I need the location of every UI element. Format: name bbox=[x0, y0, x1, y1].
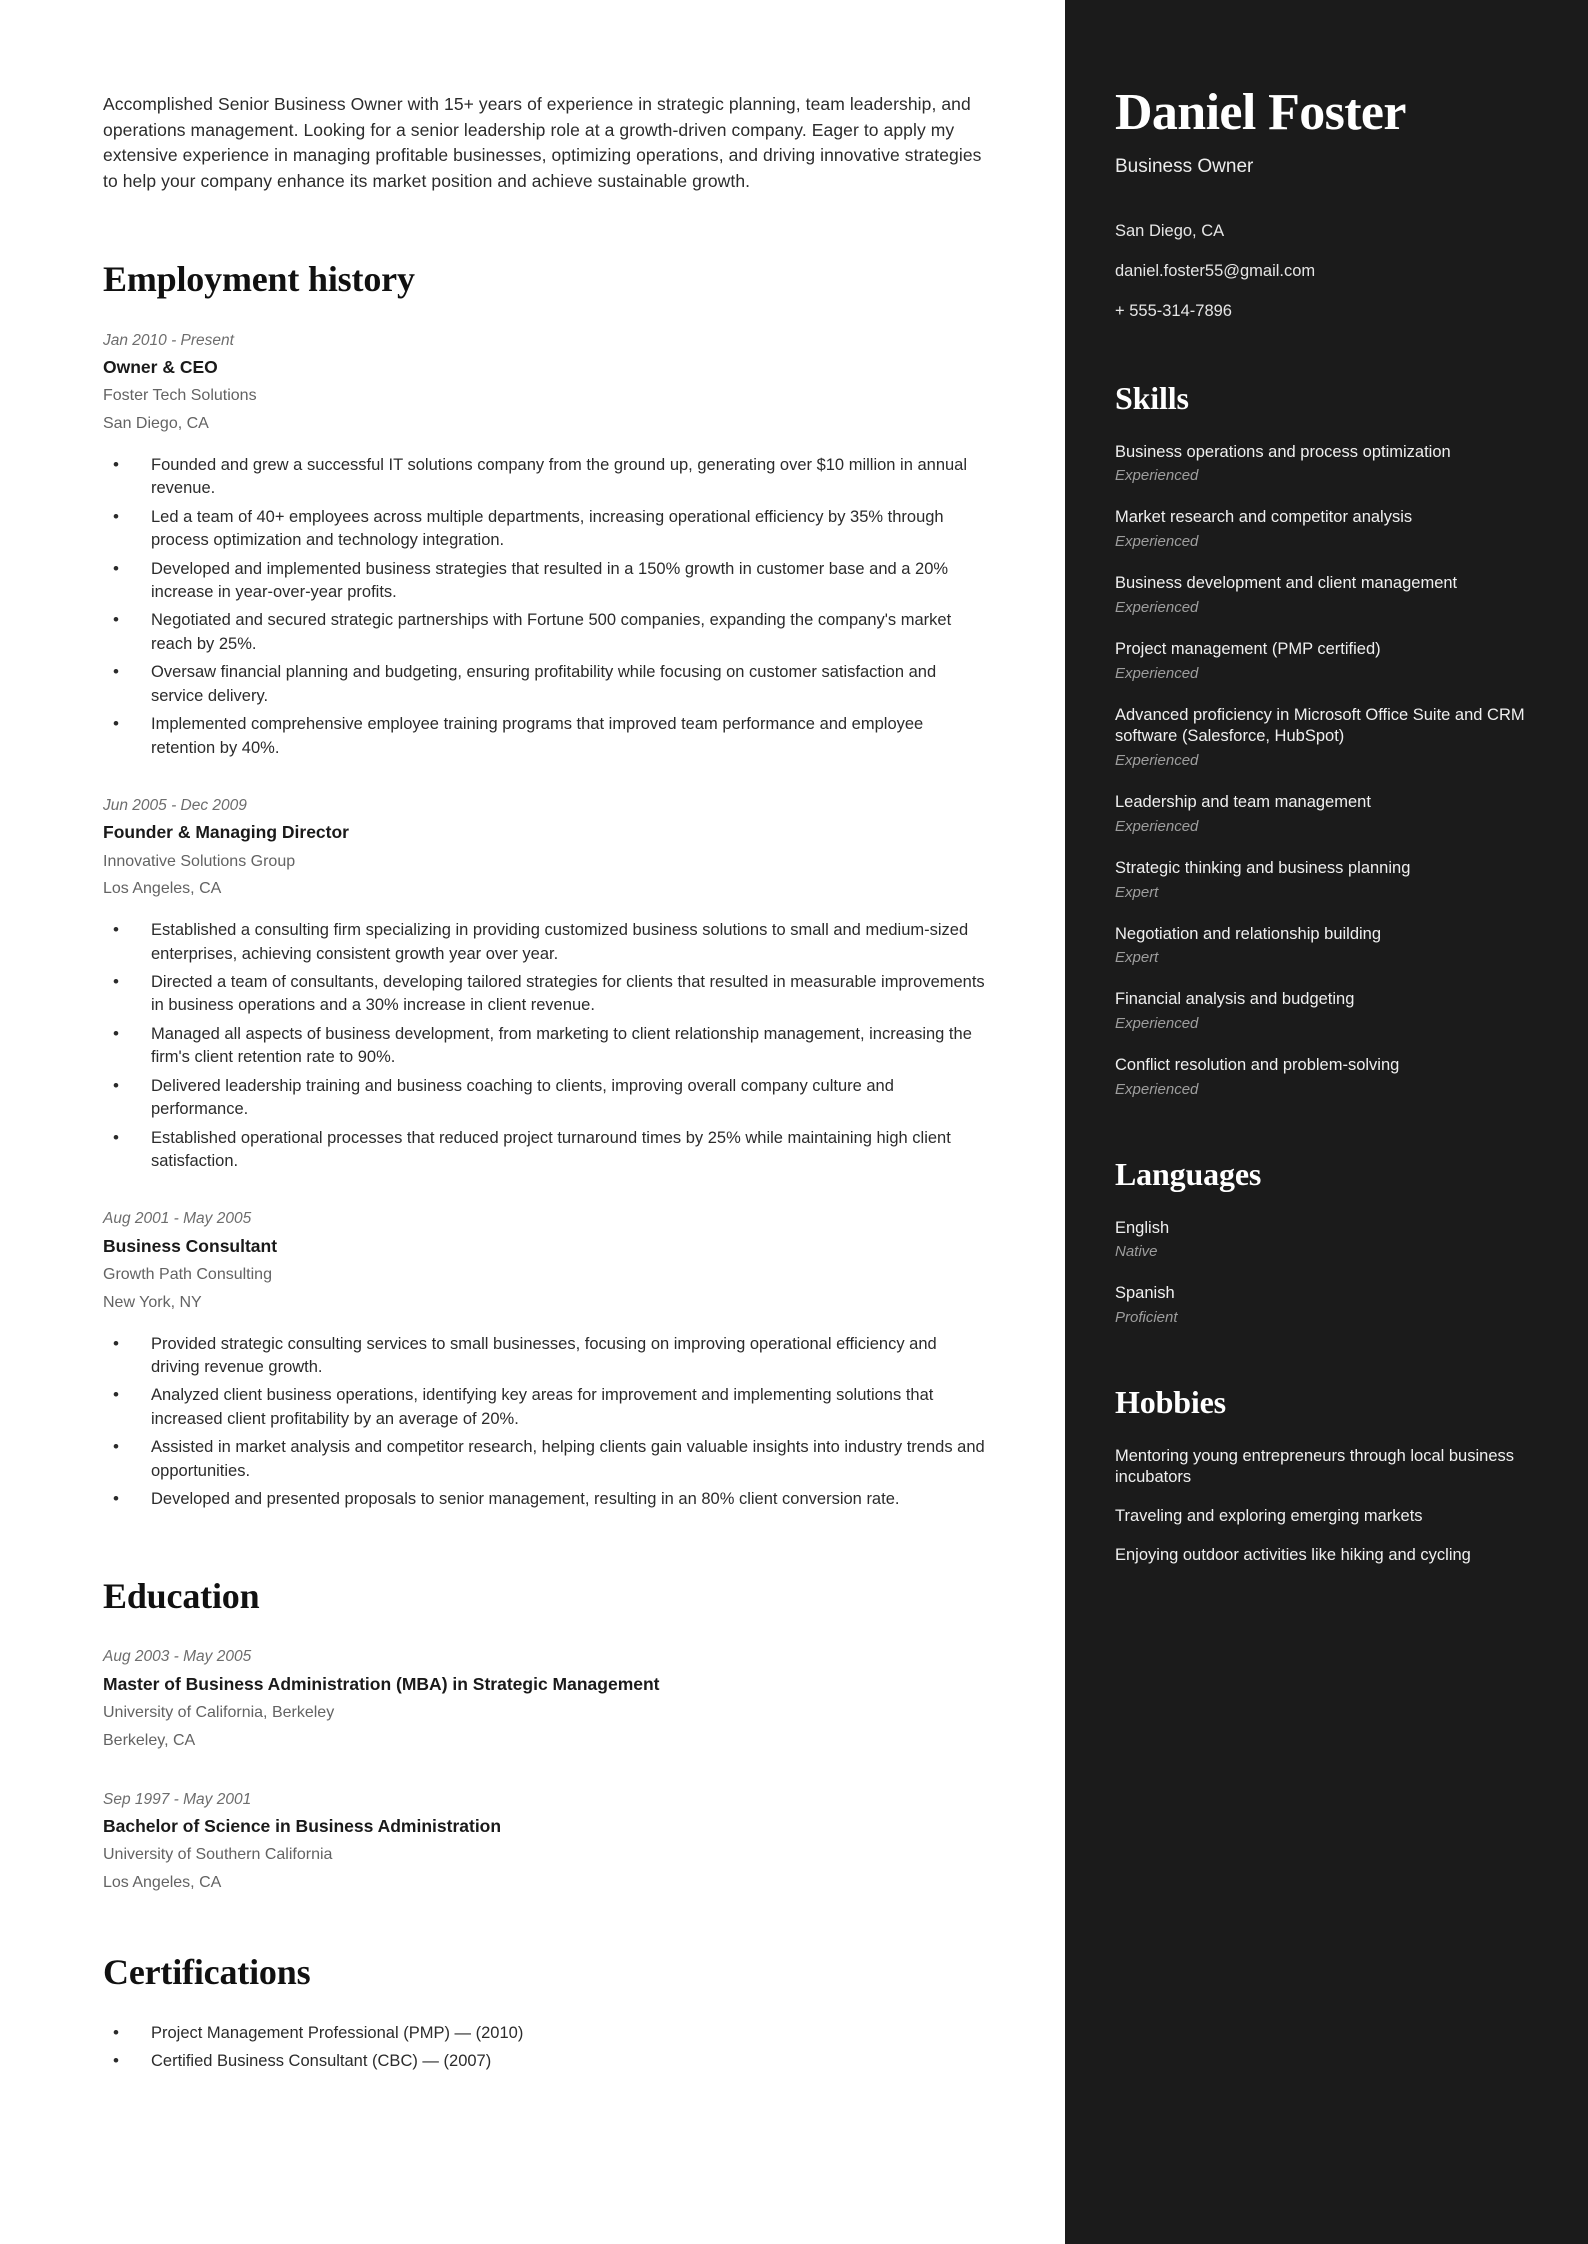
employment-location: San Diego, CA bbox=[103, 415, 209, 433]
skill-name: Leadership and team management bbox=[1115, 793, 1371, 812]
skill-name: Conflict resolution and problem-solving bbox=[1115, 1056, 1400, 1075]
languages-list bbox=[1115, 1218, 1538, 1329]
employment-bullet: • Assisted in market analysis and competitor research, helping clients gain valuable insights into industry trends and opportunities. bbox=[103, 1436, 987, 1483]
education-entry bbox=[103, 1645, 987, 1753]
skill-entry bbox=[1115, 989, 1538, 1034]
employment-entry bbox=[103, 1207, 987, 1511]
skill-level: Expert bbox=[1115, 883, 1159, 901]
employment-entry bbox=[103, 329, 987, 760]
education-title: Education bbox=[103, 1575, 260, 1616]
skill-name: Negotiation and relationship building bbox=[1115, 924, 1382, 943]
skill-name: Business development and client management bbox=[1115, 574, 1458, 593]
hobby-entry: Mentoring young entrepreneurs through local business incubators bbox=[1115, 1446, 1514, 1487]
education-school: University of Southern California bbox=[103, 1846, 333, 1864]
education-location: Berkeley, CA bbox=[103, 1731, 196, 1749]
skill-name: Market research and competitor analysis bbox=[1115, 508, 1413, 527]
education-dates: Aug 2003 - May 2005 bbox=[103, 1648, 252, 1666]
employment-bullet: • Founded and grew a successful IT solutions company from the ground up, generating over $10 million in annual revenue. bbox=[103, 454, 987, 501]
skill-entry bbox=[1115, 705, 1538, 772]
skill-name: Strategic thinking and business planning bbox=[1115, 858, 1411, 877]
skill-name: Business operations and process optimization bbox=[1115, 442, 1451, 461]
education-degree: Bachelor of Science in Business Administration bbox=[103, 1815, 502, 1836]
employment-bullet: • Delivered leadership training and business coaching to clients, improving overall company culture and performance. bbox=[103, 1075, 987, 1122]
skill-entry bbox=[1115, 507, 1538, 552]
hobbies-list bbox=[1115, 1446, 1538, 1567]
employment-organization: Growth Path Consulting bbox=[103, 1266, 272, 1284]
skill-level: Experienced bbox=[1115, 817, 1199, 835]
skill-level: Expert bbox=[1115, 949, 1159, 967]
language-level: Proficient bbox=[1115, 1309, 1178, 1327]
employment-organization: Foster Tech Solutions bbox=[103, 387, 257, 405]
certifications-section bbox=[103, 1951, 987, 2074]
contact-location: San Diego, CA bbox=[1115, 222, 1225, 241]
skill-entry bbox=[1115, 639, 1538, 684]
candidate-job-title: Business Owner bbox=[1115, 155, 1254, 177]
employment-entry bbox=[103, 794, 987, 1173]
certifications-list bbox=[103, 2022, 987, 2074]
skill-level: Experienced bbox=[1115, 598, 1199, 616]
language-level: Native bbox=[1115, 1243, 1158, 1261]
language-name: Spanish bbox=[1115, 1284, 1175, 1303]
candidate-name: Daniel Foster bbox=[1115, 84, 1406, 141]
employment-dates: Aug 2001 - May 2005 bbox=[103, 1210, 252, 1228]
skills-section bbox=[1115, 379, 1538, 1100]
skill-entry bbox=[1115, 573, 1538, 618]
hobby-entry: Enjoying outdoor activities like hiking and cycling bbox=[1115, 1545, 1471, 1564]
skill-entry bbox=[1115, 442, 1538, 487]
education-entry bbox=[103, 1788, 987, 1896]
skill-name: Financial analysis and budgeting bbox=[1115, 990, 1355, 1009]
employment-location: New York, NY bbox=[103, 1293, 202, 1311]
skill-name: Project management (PMP certified) bbox=[1115, 639, 1381, 658]
education-entries bbox=[103, 1645, 987, 1895]
employment-bullet: • Established a consulting firm specializing in providing customized business solutions to small and medium-sized enterprises, achieving consistent growth year over year. bbox=[103, 919, 987, 966]
language-name: English bbox=[1115, 1218, 1170, 1237]
employment-history-title: Employment history bbox=[103, 258, 415, 299]
skill-level: Experienced bbox=[1115, 467, 1199, 485]
employment-bullets bbox=[103, 454, 987, 760]
skill-level: Experienced bbox=[1115, 664, 1199, 682]
employment-bullet: • Negotiated and secured strategic partnerships with Fortune 500 companies, expanding the company's market reach by 25%. bbox=[103, 609, 987, 656]
employment-bullets bbox=[103, 919, 987, 1173]
employment-bullet: • Oversaw financial planning and budgeting, ensuring profitability while focusing on customer satisfaction and service delivery. bbox=[103, 661, 987, 708]
hobby-entry: Traveling and exploring emerging markets bbox=[1115, 1507, 1423, 1526]
employment-bullet: • Developed and implemented business strategies that resulted in a 150% growth in customer base and a 20% increase in year-over-year profits. bbox=[103, 558, 987, 605]
employment-bullet: • Implemented comprehensive employee training programs that improved team performance and employee retention by 40%. bbox=[103, 713, 987, 760]
employment-bullets bbox=[103, 1333, 987, 1512]
employment-dates: Jun 2005 - Dec 2009 bbox=[103, 796, 247, 814]
certifications-title: Certifications bbox=[103, 1951, 311, 1992]
employment-bullet: • Led a team of 40+ employees across multiple departments, increasing operational efficiency by 35% through process optimization and technology integration. bbox=[103, 506, 987, 553]
languages-title: Languages bbox=[1115, 1155, 1262, 1192]
skills-list bbox=[1115, 442, 1538, 1100]
employment-bullet: • Managed all aspects of business development, from marketing to client relationship management, increasing the firm's client retention rate to 90%. bbox=[103, 1023, 987, 1070]
skill-entry bbox=[1115, 1055, 1538, 1100]
education-degree: Master of Business Administration (MBA) in Strategic Management bbox=[103, 1673, 660, 1694]
employment-location: Los Angeles, CA bbox=[103, 880, 222, 898]
contact-phone[interactable]: + 555-314-7896 bbox=[1115, 302, 1232, 321]
skill-entry bbox=[1115, 924, 1538, 969]
employment-bullet: • Analyzed client business operations, identifying key areas for improvement and implementing solutions that increased client profitability by an average of 20%. bbox=[103, 1384, 987, 1431]
employment-bullet: • Developed and presented proposals to senior management, resulting in an 80% client conversion rate. bbox=[103, 1488, 987, 1511]
skill-level: Experienced bbox=[1115, 533, 1199, 551]
skill-level: Experienced bbox=[1115, 1015, 1199, 1033]
hobbies-section bbox=[1115, 1386, 1538, 1567]
certification-item: • Certified Business Consultant (CBC) — (2007) bbox=[103, 2050, 987, 2073]
employment-role: Founder & Managing Director bbox=[103, 822, 349, 843]
education-dates: Sep 1997 - May 2001 bbox=[103, 1790, 252, 1808]
education-location: Los Angeles, CA bbox=[103, 1874, 222, 1891]
employment-history-section bbox=[103, 258, 987, 1512]
employment-bullet: • Directed a team of consultants, developing tailored strategies for clients that resulted in measurable improvements in business operations and a 30% increase in client revenue. bbox=[103, 971, 987, 1018]
language-entry bbox=[1115, 1283, 1538, 1328]
sidebar-column bbox=[1065, 0, 1588, 2244]
skills-title: Skills bbox=[1115, 379, 1189, 416]
education-school: University of California, Berkeley bbox=[103, 1703, 335, 1721]
hobbies-title: Hobbies bbox=[1115, 1384, 1226, 1421]
skill-entry bbox=[1115, 792, 1538, 837]
employment-bullet: • Established operational processes that reduced project turnaround times by 25% while maintaining high client satisfaction. bbox=[103, 1127, 987, 1174]
skill-name: Advanced proficiency in Microsoft Office Suite and CRM software (Salesforce, HubSpot) bbox=[1115, 705, 1525, 746]
languages-section bbox=[1115, 1155, 1538, 1328]
certification-item: • Project Management Professional (PMP) — (2010) bbox=[103, 2022, 987, 2045]
employment-bullet: • Provided strategic consulting services to small businesses, focusing on improving operational efficiency and driving revenue growth. bbox=[103, 1333, 987, 1380]
skill-level: Experienced bbox=[1115, 1080, 1199, 1098]
contact-email[interactable]: daniel.foster55@gmail.com bbox=[1115, 262, 1316, 281]
employment-entries bbox=[103, 329, 987, 1512]
skill-level: Experienced bbox=[1115, 752, 1199, 770]
employment-role: Business Consultant bbox=[103, 1235, 278, 1256]
professional-summary: Accomplished Senior Business Owner with 15+ years of experience in strategic planning, team leadership, and operations management. Looking for a senior leadership role at a growth-driven company. Eager to apply my extensive experience in managing profitable businesses, optimizing operations, and driving innovative strategies to help your company enhance its market position and achieve sustainable growth. bbox=[103, 94, 982, 192]
employment-role: Owner & CEO bbox=[103, 356, 218, 377]
employment-organization: Innovative Solutions Group bbox=[103, 852, 296, 870]
language-entry bbox=[1115, 1218, 1538, 1263]
contact-details bbox=[1115, 220, 1538, 324]
employment-dates: Jan 2010 - Present bbox=[103, 331, 234, 349]
skill-entry bbox=[1115, 858, 1538, 903]
education-section bbox=[103, 1575, 987, 1896]
